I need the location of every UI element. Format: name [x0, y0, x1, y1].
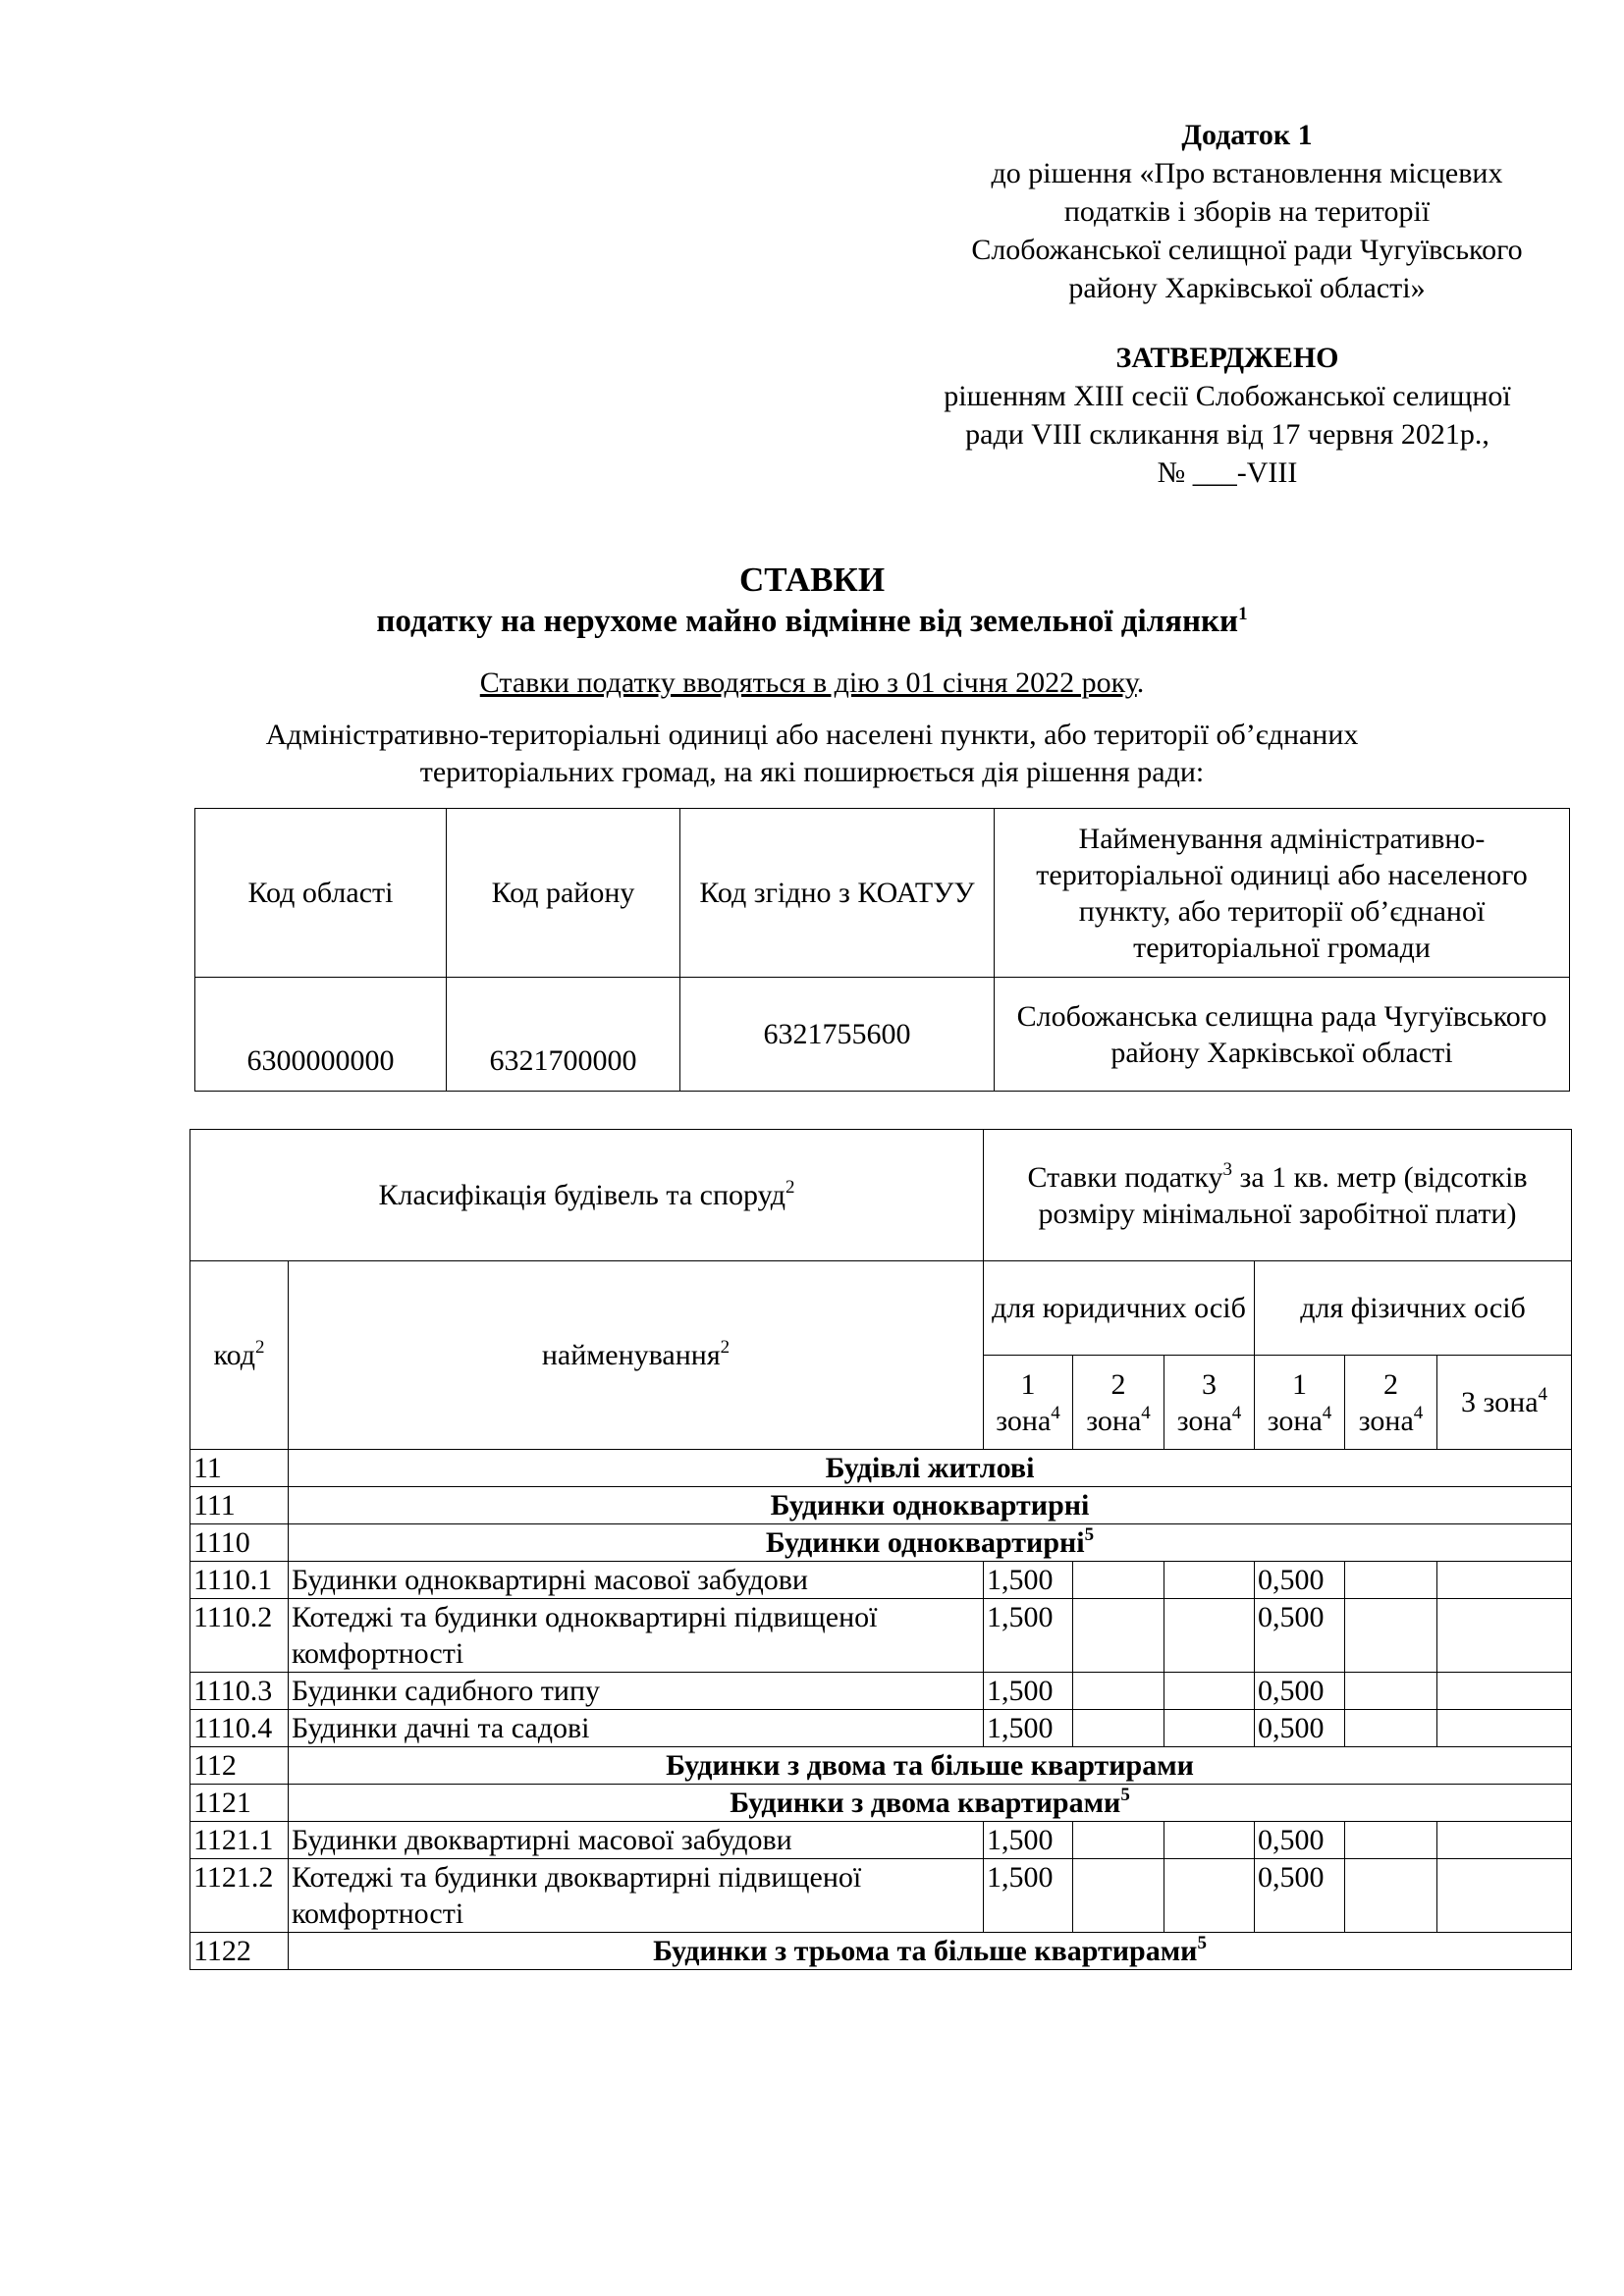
group-title-text: Будинки з двома квартирами [730, 1787, 1121, 1819]
appendix-block [884, 116, 1610, 307]
legal-zone2-rate [1073, 1822, 1164, 1859]
legal-zone1-rate: 1,500 [984, 1710, 1073, 1747]
header-code [190, 1261, 289, 1450]
individual-zone3-rate [1437, 1859, 1572, 1933]
zone-label: 2 зона [1086, 1367, 1142, 1437]
table-row [190, 1710, 1572, 1747]
group-title-text: Будинки з двома та більше квартирами [666, 1749, 1194, 1782]
legal-zone2-rate [1073, 1710, 1164, 1747]
footnote-marker: 5 [1084, 1524, 1095, 1545]
group-title [289, 1785, 1572, 1822]
footnote-marker: 2 [254, 1337, 265, 1358]
appendix-title: Додаток 1 [1181, 119, 1313, 151]
header-name [289, 1261, 984, 1450]
unit-name-cell: Слобожанська селищна рада Чугуївського району Харківської області [995, 978, 1570, 1092]
header-zone-4 [1255, 1356, 1345, 1450]
period: . [1136, 667, 1145, 699]
zone-label: 1 зона [1267, 1367, 1323, 1437]
appendix-line: податків і зборів на території [1063, 195, 1431, 228]
footnote-marker: 5 [1197, 1933, 1207, 1953]
admin-units-table [194, 808, 1570, 1092]
header-rates [984, 1130, 1572, 1261]
header-name-text: найменування [541, 1339, 721, 1371]
header-individuals: для фізичних осіб [1255, 1261, 1572, 1356]
row-name: Будинки садибного типу [289, 1673, 984, 1710]
individual-zone2-rate [1345, 1859, 1437, 1933]
legal-zone3-rate [1164, 1599, 1255, 1673]
legal-zone1-rate: 1,500 [984, 1562, 1073, 1599]
effective-date-text: Ставки податку вводяться в дію з 01 січня 2022 року [479, 667, 1137, 699]
individual-zone1-rate: 0,500 [1255, 1710, 1345, 1747]
individual-zone2-rate [1345, 1710, 1437, 1747]
row-code: 1110 [190, 1524, 289, 1562]
row-name: Котеджі та будинки двоквартирні підвищеної комфортності [289, 1859, 984, 1933]
row-code: 112 [190, 1747, 289, 1785]
district-code-cell: 6321700000 [447, 978, 680, 1092]
row-code: 111 [190, 1487, 289, 1524]
individual-zone2-rate [1345, 1562, 1437, 1599]
scope-text-line: територіальних громад, на які поширюється дія рішення ради: [419, 756, 1205, 788]
row-code: 1121 [190, 1785, 289, 1822]
footnote-marker: 1 [1238, 604, 1248, 624]
group-row [190, 1747, 1572, 1785]
individual-zone3-rate [1437, 1562, 1572, 1599]
footnote-marker: 2 [720, 1337, 731, 1358]
footnote-marker: 5 [1120, 1785, 1130, 1805]
subtitle-text: податку на нерухоме майно відмінне від земельної ділянки [376, 604, 1239, 639]
footnote-marker: 4 [1231, 1402, 1242, 1423]
effective-date-note [0, 665, 1624, 702]
row-code: 1122 [190, 1933, 289, 1970]
legal-zone3-rate [1164, 1673, 1255, 1710]
individual-zone3-rate [1437, 1599, 1572, 1673]
header-district-code: Код району [447, 809, 680, 978]
header-code-text: код [213, 1339, 255, 1371]
header-classification-text: Класифікація будівель та споруд [378, 1179, 785, 1211]
group-title-text: Будинки з трьома та більше квартирами [653, 1935, 1198, 1967]
region-code-cell: 6300000000 [195, 978, 447, 1092]
approval-title: ЗАТВЕРДЖЕНО [1115, 342, 1339, 374]
tax-rates-table [189, 1129, 1572, 1970]
header-zone-3 [1164, 1356, 1255, 1450]
header-classification [190, 1130, 984, 1261]
group-title-text: Будинки одноквартирні [765, 1526, 1085, 1559]
row-name: Будинки двоквартирні масової забудови [289, 1822, 984, 1859]
individual-zone1-rate: 0,500 [1255, 1599, 1345, 1673]
header-zone-1 [984, 1356, 1073, 1450]
group-row [190, 1524, 1572, 1562]
legal-zone3-rate [1164, 1562, 1255, 1599]
document-subtitle [0, 601, 1624, 642]
group-title [289, 1933, 1572, 1970]
table-row [195, 978, 1570, 1092]
footnote-marker: 4 [1413, 1402, 1424, 1423]
group-title-text: Будівлі житлові [825, 1452, 1035, 1484]
header-zone-6 [1437, 1356, 1572, 1450]
table-row [190, 1822, 1572, 1859]
individual-zone2-rate [1345, 1822, 1437, 1859]
individual-zone3-rate [1437, 1710, 1572, 1747]
header-rates-text: Ставки податку [1027, 1160, 1223, 1194]
individual-zone1-rate: 0,500 [1255, 1859, 1345, 1933]
approval-block [844, 339, 1610, 492]
footnote-marker: 3 [1222, 1158, 1232, 1180]
table-header-row [190, 1130, 1572, 1261]
approval-line: рішенням XIII сесії Слобожанської селищної [944, 380, 1511, 412]
individual-zone1-rate: 0,500 [1255, 1562, 1345, 1599]
legal-zone1-rate: 1,500 [984, 1822, 1073, 1859]
individual-zone1-rate: 0,500 [1255, 1822, 1345, 1859]
row-code: 11 [190, 1450, 289, 1487]
document-title: СТАВКИ [738, 561, 886, 599]
individual-zone2-rate [1345, 1599, 1437, 1673]
zone-label: 3 зона [1176, 1367, 1232, 1437]
row-code: 1121.2 [190, 1859, 289, 1933]
group-row [190, 1450, 1572, 1487]
table-row [190, 1673, 1572, 1710]
zone-label: 1 зона [996, 1367, 1052, 1437]
legal-zone3-rate [1164, 1710, 1255, 1747]
group-title [289, 1524, 1572, 1562]
table-row [190, 1859, 1572, 1933]
row-name: Будинки одноквартирні масової забудови [289, 1562, 984, 1599]
header-zone-2 [1073, 1356, 1164, 1450]
group-row [190, 1785, 1572, 1822]
table-row [190, 1599, 1572, 1673]
legal-zone1-rate: 1,500 [984, 1673, 1073, 1710]
table-header-row [190, 1261, 1572, 1356]
row-code: 1110.1 [190, 1562, 289, 1599]
legal-zone3-rate [1164, 1859, 1255, 1933]
legal-zone1-rate: 1,500 [984, 1599, 1073, 1673]
group-row [190, 1487, 1572, 1524]
row-name: Будинки дачні та садові [289, 1710, 984, 1747]
header-zone-5 [1345, 1356, 1437, 1450]
row-code: 1110.4 [190, 1710, 289, 1747]
legal-zone2-rate [1073, 1859, 1164, 1933]
individual-zone1-rate: 0,500 [1255, 1673, 1345, 1710]
table-row [190, 1562, 1572, 1599]
koatuu-code-cell: 6321755600 [680, 978, 995, 1092]
appendix-line: до рішення «Про встановлення місцевих [991, 157, 1503, 189]
legal-zone2-rate [1073, 1562, 1164, 1599]
group-title [289, 1747, 1572, 1785]
row-code: 1121.1 [190, 1822, 289, 1859]
row-name: Котеджі та будинки одноквартирні підвищеної комфортності [289, 1599, 984, 1673]
group-row [190, 1933, 1572, 1970]
zone-label: 2 зона [1358, 1367, 1414, 1437]
legal-zone2-rate [1073, 1673, 1164, 1710]
scope-text-line: Адміністративно-територіальні одиниці або населені пункти, або території об’єднаних [265, 719, 1359, 751]
appendix-line: Слобожанської селищної ради Чугуївського [971, 234, 1523, 266]
approval-line: ради VIII скликання від 17 червня 2021р., [965, 418, 1489, 451]
footnote-marker: 4 [1051, 1402, 1060, 1423]
approval-line: № ___-VIII [1157, 456, 1298, 489]
header-legal-entities: для юридичних осіб [984, 1261, 1255, 1356]
footnote-marker: 4 [1322, 1402, 1332, 1423]
footnote-marker: 4 [1141, 1402, 1151, 1423]
header-region-code: Код області [195, 809, 447, 978]
legal-zone3-rate [1164, 1822, 1255, 1859]
header-unit-name: Найменування адміністративно-територіальної одиниці або населеного пункту, або території об’єднаної територіальної громади [995, 809, 1570, 978]
footnote-marker: 4 [1538, 1384, 1548, 1405]
footnote-marker: 2 [785, 1177, 795, 1198]
row-code: 1110.3 [190, 1673, 289, 1710]
individual-zone2-rate [1345, 1673, 1437, 1710]
row-code: 1110.2 [190, 1599, 289, 1673]
group-title-text: Будинки одноквартирні [770, 1489, 1090, 1522]
group-title [289, 1487, 1572, 1524]
table-header-row [195, 809, 1570, 978]
legal-zone1-rate: 1,500 [984, 1859, 1073, 1933]
legal-zone2-rate [1073, 1599, 1164, 1673]
individual-zone3-rate [1437, 1673, 1572, 1710]
group-title [289, 1450, 1572, 1487]
zone-label: 3 зона [1460, 1386, 1539, 1418]
individual-zone3-rate [1437, 1822, 1572, 1859]
appendix-line: району Харківської області» [1068, 272, 1426, 304]
header-rates-rest: за 1 кв. метр (відсотків розміру мінімальної заробітної плати) [1038, 1160, 1528, 1230]
header-koatuu-code: Код згідно з КОАТУУ [680, 809, 995, 978]
